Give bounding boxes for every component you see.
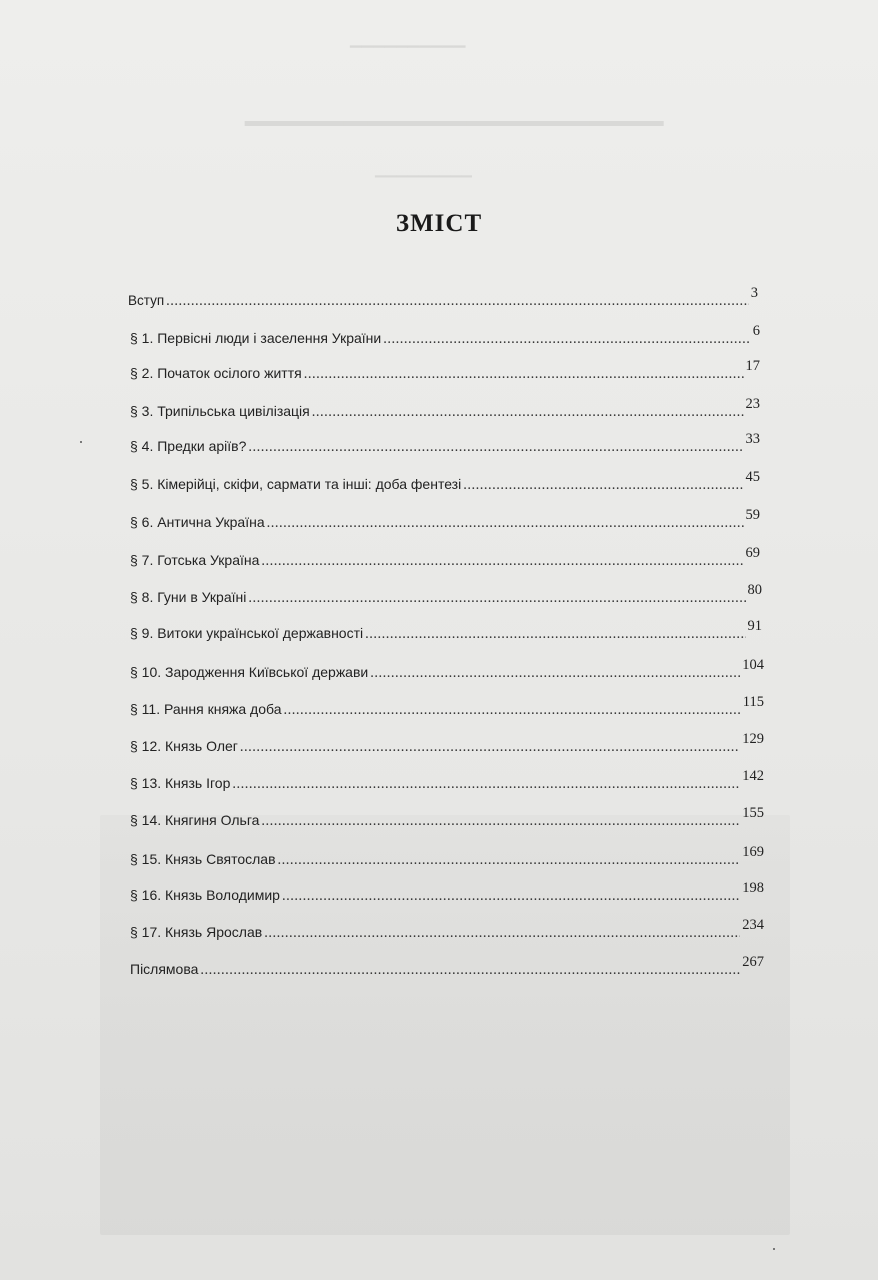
dot-leader bbox=[261, 812, 740, 830]
toc-entry-page: 155 bbox=[742, 805, 764, 821]
toc-entry-label: § 10. Зародження Київської держави bbox=[130, 664, 369, 680]
toc-entry bbox=[130, 618, 762, 643]
toc-entry-page: 3 bbox=[750, 285, 758, 301]
toc-entry bbox=[130, 431, 760, 456]
toc-entry-page: 198 bbox=[742, 880, 764, 896]
toc-entry-label: Післямова bbox=[130, 961, 199, 977]
toc-entry-label: § 5. Кімерійці, скіфи, сармати та інші: доба фентезі bbox=[130, 476, 462, 492]
toc-entry-page: 129 bbox=[742, 731, 764, 747]
toc-entry-page: 17 bbox=[745, 358, 760, 374]
toc-entry bbox=[130, 768, 764, 793]
dot-leader bbox=[463, 476, 743, 494]
dot-leader bbox=[248, 438, 743, 456]
dot-leader bbox=[312, 403, 744, 421]
toc-entry-page: 115 bbox=[742, 694, 764, 710]
dot-leader bbox=[240, 738, 740, 756]
toc-entry-page: 59 bbox=[745, 507, 760, 523]
toc-entry-page: 91 bbox=[747, 618, 762, 634]
toc-entry bbox=[130, 657, 764, 682]
toc-entry-label: § 12. Князь Олег bbox=[130, 738, 238, 754]
toc-entry bbox=[130, 880, 764, 905]
dot-leader bbox=[370, 664, 740, 682]
paper-speck bbox=[773, 1248, 775, 1250]
toc-entry-label: § 17. Князь Ярослав bbox=[130, 924, 263, 940]
toc-entry-label: § 16. Князь Володимир bbox=[130, 887, 280, 903]
toc-entry-label: § 1. Первісні люди і заселення України bbox=[130, 330, 382, 346]
toc-entry bbox=[130, 545, 760, 570]
toc-entry-page: 33 bbox=[745, 431, 760, 447]
dot-leader bbox=[278, 851, 741, 869]
dot-leader bbox=[267, 514, 744, 532]
dot-leader bbox=[232, 775, 740, 793]
toc-entry bbox=[130, 731, 764, 756]
toc-entry-page: 45 bbox=[745, 469, 760, 485]
toc-entry bbox=[130, 954, 764, 979]
dot-leader bbox=[264, 924, 740, 942]
toc-entry bbox=[128, 285, 758, 310]
show-through-text: ▁▁▁▁▁▁▁▁▁▁ bbox=[350, 32, 466, 48]
toc-entry-label: Вступ bbox=[128, 293, 165, 308]
toc-entry bbox=[130, 396, 760, 421]
toc-entry-label: § 7. Готська Україна bbox=[130, 552, 260, 568]
toc-entry-label: § 13. Князь Ігор bbox=[130, 775, 231, 791]
toc-entry-page: 104 bbox=[742, 657, 764, 673]
toc-entry-label: § 15. Князь Святослав bbox=[130, 851, 276, 867]
toc-entry-page: 6 bbox=[752, 323, 760, 339]
toc-entry bbox=[130, 844, 764, 869]
toc-entry-page: 234 bbox=[742, 917, 764, 933]
toc-entry-page: 142 bbox=[742, 768, 764, 784]
toc-entry-label: § 9. Витоки української державності bbox=[130, 625, 364, 641]
toc-entry-page: 23 bbox=[745, 396, 760, 412]
dot-leader bbox=[365, 625, 745, 643]
dot-leader bbox=[200, 961, 740, 979]
dot-leader bbox=[304, 365, 744, 383]
dot-leader bbox=[284, 701, 741, 719]
toc-entry bbox=[130, 507, 760, 532]
dot-leader bbox=[261, 552, 743, 570]
toc-entry-page: 69 bbox=[745, 545, 760, 561]
show-through-subtitle: ▁▁▁▁▁▁▁▁▁ bbox=[375, 163, 472, 178]
dot-leader bbox=[166, 292, 749, 310]
show-through-title: ▁▁▁▁▁▁▁▁▁▁▁▁▁▁▁▁▁ bbox=[245, 89, 664, 125]
toc-entry bbox=[130, 323, 760, 348]
toc-entry bbox=[130, 917, 764, 942]
paper-speck bbox=[80, 441, 82, 443]
toc-entry-label: § 3. Трипільська цивілізація bbox=[130, 403, 310, 419]
toc-entry bbox=[130, 694, 764, 719]
toc-entry bbox=[130, 358, 760, 383]
dot-leader bbox=[383, 330, 751, 348]
dot-leader bbox=[282, 887, 740, 905]
dot-leader bbox=[248, 589, 745, 607]
toc-entry bbox=[130, 805, 764, 830]
toc-title: ЗМІСТ bbox=[395, 210, 483, 237]
toc-entry-label: § 4. Предки аріїв? bbox=[130, 438, 247, 454]
toc-entry-page: 169 bbox=[742, 844, 764, 860]
toc-entry bbox=[130, 469, 760, 494]
toc-entry bbox=[130, 582, 762, 607]
toc-entry-label: § 14. Княгиня Ольга bbox=[130, 812, 260, 828]
toc-entry-label: § 8. Гуни в Україні bbox=[130, 589, 247, 605]
toc-entry-label: § 11. Рання княжа доба bbox=[130, 701, 282, 717]
toc-entry-page: 267 bbox=[742, 954, 764, 970]
toc-entry-page: 80 bbox=[747, 582, 762, 598]
toc-entry-label: § 2. Початок осілого життя bbox=[130, 365, 302, 381]
toc-entry-label: § 6. Антична Україна bbox=[130, 514, 265, 530]
